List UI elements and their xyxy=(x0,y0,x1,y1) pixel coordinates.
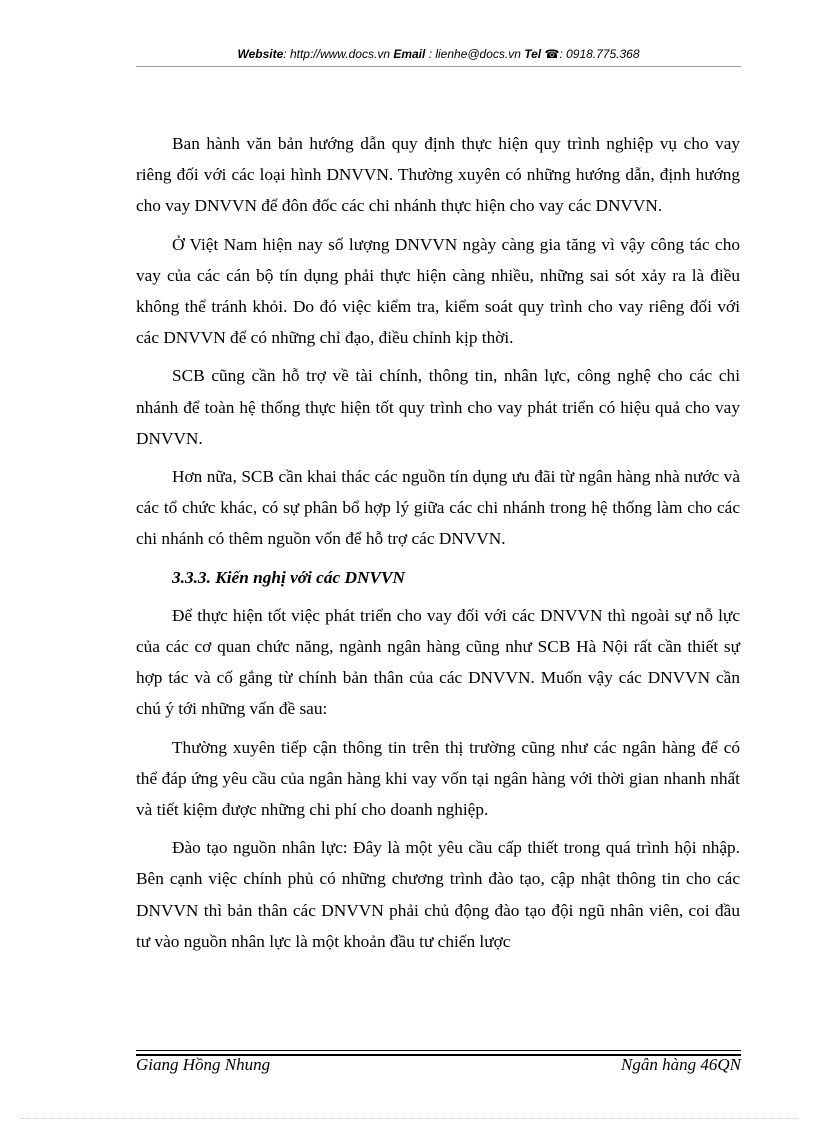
footer-author: Giang Hồng Nhung xyxy=(136,1055,271,1074)
footer-class: Ngân hàng 46QN xyxy=(621,1055,741,1074)
email-value: : lienhe@docs.vn xyxy=(425,47,525,61)
paragraph: Để thực hiện tốt việc phát triển cho vay đối với các DNVVN thì ngoài sự nỗ lực của các cơ quan chức năng, ngành ngân hàng cũng như SCB Hà Nội rất cần thiết sự hợp tác và cố gắng từ chính bản thân của các DNVVN. Muốn vậy các DNVVN cần chú ý tới những vấn đề sau: xyxy=(136,605,740,719)
paragraph: Ở Việt Nam hiện nay số lượng DNVVN ngày càng gia tăng vì vậy công tác cho vay của các cán bộ tín dụng phải thực hiện càng nhiều, những sai sót xảy ra là điều không thể tránh khỏi. Do đó việc kiểm tra, kiểm soát quy trình cho vay riêng đối với các DNVVN để có những chỉ đạo, điều chỉnh kịp thời. xyxy=(136,234,740,348)
paragraph: SCB cũng cần hỗ trợ về tài chính, thông tin, nhân lực, công nghệ cho các chi nhánh để toàn hệ thống thực hiện tốt quy trình cho vay phát triển có hiệu quả cho vay DNVVN. xyxy=(136,366,740,448)
page-footer xyxy=(136,1055,741,1077)
paragraph: Thường xuyên tiếp cận thông tin trên thị trường cũng như các ngân hàng để có thể đáp ứng yêu cầu của ngân hàng khi vay vốn tại ngân hàng với thời gian nhanh nhất và tiết kiệm được những chi phí cho doanh nghiệp. xyxy=(136,737,740,820)
header-divider xyxy=(136,66,741,67)
paragraph: Đào tạo nguồn nhân lực: Đây là một yêu cầu cấp thiết trong quá trình hội nhập. Bên cạnh việc chính phủ có những chương trình đào tạo, cập nhật thông tin cho các DNVVN thì bản thân các DNVVN phải chủ động đào tạo đội ngũ nhân viên, coi đầu tư vào nguồn nhân lực là một khoản đầu tư chiến lược xyxy=(136,838,740,951)
website-value: : http://www.docs.vn xyxy=(283,47,394,61)
paragraph: Hơn nữa, SCB cần khai thác các nguồn tín dụng ưu đãi từ ngân hàng nhà nước và các tổ chức khác, có sự phân bổ hợp lý giữa các chi nhánh trong hệ thống làm cho các chi nhánh có thêm nguồn vốn để hỗ trợ các DNVVN. xyxy=(136,467,740,549)
document-body xyxy=(136,128,740,964)
email-label: Email xyxy=(393,47,426,61)
section-heading: 3.3.3. Kiến nghị với các DNVVN xyxy=(172,567,405,587)
phone-icon: ☎ xyxy=(544,47,560,61)
tel-label: Tel xyxy=(524,47,545,61)
website-label: Website xyxy=(237,47,284,61)
tel-value: : 0918.775.368 xyxy=(559,47,640,61)
footer-divider-thin xyxy=(136,1050,741,1051)
page-header xyxy=(136,47,741,61)
page-bottom-border xyxy=(20,1118,796,1119)
paragraph: Ban hành văn bản hướng dẫn quy định thực hiện quy trình nghiệp vụ cho vay riêng đối với các loại hình DNVVN. Thường xuyên có những hướng dẫn, định hướng cho vay DNVVN để đôn đốc các chi nhánh thực hiện cho vay các DNVVN. xyxy=(136,134,740,216)
